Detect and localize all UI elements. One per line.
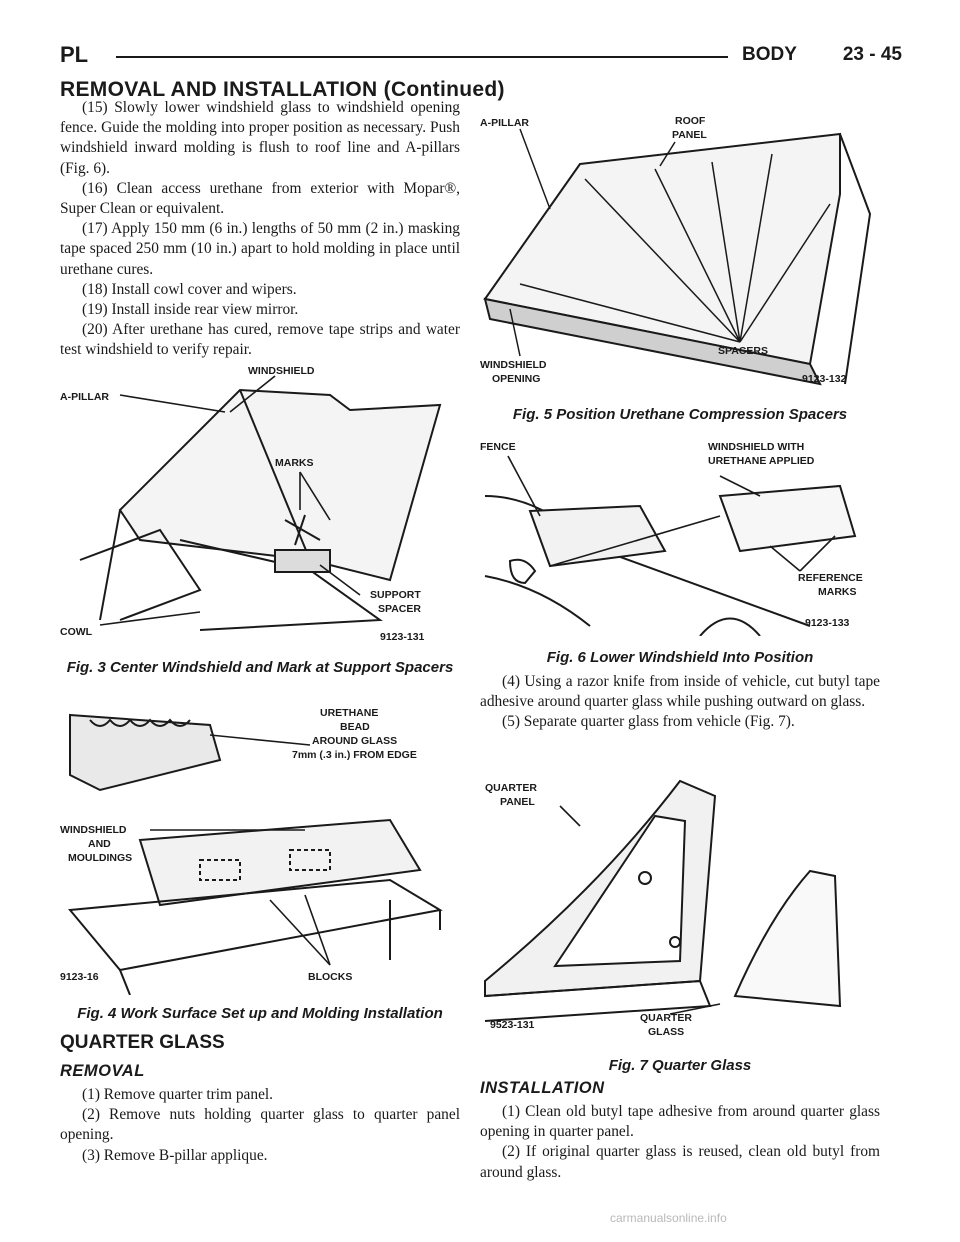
fig4-label-blocks: BLOCKS (308, 971, 353, 983)
figure-7-drawing (480, 766, 880, 1041)
fig6-label-fence: FENCE (480, 441, 516, 453)
fig6-label-urethane-applied: URETHANE APPLIED (708, 455, 815, 467)
fig3-caption: Fig. 3 Center Windshield and Mark at Support Spacers (66, 659, 454, 676)
fig7-label-panel: PANEL (500, 796, 535, 808)
fig3-label-support: SUPPORT (370, 589, 421, 601)
figure-4-drawing (60, 700, 460, 995)
figure-6-drawing (480, 436, 880, 636)
removal-step-2: (2) Remove nuts holding quarter glass to quarter panel opening. (60, 1106, 460, 1144)
fig6-label-windshield-with: WINDSHIELD WITH (708, 441, 805, 453)
fig7-code: 9523-131 (490, 1019, 535, 1031)
header-subtitle: REMOVAL AND INSTALLATION (Continued) (60, 78, 505, 101)
figure-5-drawing (480, 104, 880, 394)
header-rule (116, 56, 728, 58)
removal-step-3: (3) Remove B-pillar applique. (82, 1146, 268, 1164)
right-mid-text (480, 672, 880, 733)
removal-step-4: (4) Using a razor knife from inside of vehicle, cut butyl tape adhesive around quarter glass while pushing outward on glass. (480, 673, 880, 711)
figure-6 (480, 436, 880, 636)
fig5-label-a-pillar: A-PILLAR (480, 117, 529, 129)
fig6-label-marks: MARKS (818, 586, 857, 598)
figure-3 (60, 360, 460, 650)
fig4-label-urethane: URETHANE (320, 707, 379, 719)
install-step-2: (2) If original quarter glass is reused, clean old butyl from around glass. (480, 1143, 880, 1181)
install-step-1: (1) Clean old butyl tape adhesive from around quarter glass opening in quarter panel. (480, 1103, 880, 1141)
watermark: carmanualsonline.info (610, 1211, 727, 1225)
removal-step-1: (1) Remove quarter trim panel. (82, 1086, 274, 1103)
quarter-glass-title: QUARTER GLASS (60, 1032, 225, 1053)
fig3-label-cowl: COWL (60, 626, 93, 638)
left-top-text (60, 98, 460, 361)
fig5-label-windshield: WINDSHIELD (480, 359, 547, 371)
step-17: (17) Apply 150 mm (6 in.) lengths of 50 mm (2 in.) masking tape spaced 250 mm (10 in.) apart to hold molding in place until urethane cures. (60, 220, 460, 278)
removal-title: REMOVAL (60, 1062, 145, 1080)
figure-5 (480, 104, 880, 394)
fig3-label-marks: MARKS (275, 457, 314, 469)
header-brand: PL (60, 42, 89, 67)
fig4-label-and: AND (88, 838, 111, 850)
fig4-label-around-glass: AROUND GLASS (312, 735, 398, 747)
removal-step-5: (5) Separate quarter glass from vehicle (Fig. 7). (502, 713, 795, 731)
fig4-code: 9123-16 (60, 971, 99, 983)
fig4-label-from-edge: 7mm (.3 in.) FROM EDGE (292, 749, 417, 761)
fig4-label-windshield: WINDSHIELD (60, 824, 127, 836)
fig6-caption: Fig. 6 Lower Windshield Into Position (546, 649, 814, 666)
header-section-page (742, 44, 902, 66)
fig7-caption: Fig. 7 Quarter Glass (608, 1057, 752, 1074)
step-20: (20) After urethane has cured, remove tape strips and water test windshield to verify repair. (60, 321, 460, 359)
fig4-caption: Fig. 4 Work Surface Set up and Molding Installation (77, 1005, 443, 1022)
fig5-label-opening: OPENING (492, 373, 541, 385)
fig5-caption: Fig. 5 Position Urethane Compression Spacers (512, 406, 848, 423)
removal-steps (60, 1085, 460, 1166)
fig7-label-quarter: QUARTER (485, 782, 537, 794)
fig5-code: 9123-132 (802, 373, 847, 385)
fig3-label-spacer: SPACER (378, 603, 421, 615)
fig6-code: 9123-133 (805, 617, 850, 629)
figure-4 (60, 700, 460, 995)
step-18: (18) Install cowl cover and wipers. (82, 280, 297, 298)
fig4-label-bead: BEAD (340, 721, 370, 733)
fig7-label-quarter-2: QUARTER (640, 1012, 692, 1024)
installation-steps (480, 1102, 880, 1183)
header-section: BODY (742, 44, 797, 65)
fig5-label-roof: ROOF (675, 115, 706, 127)
fig3-code: 9123-131 (380, 631, 425, 643)
fig5-label-spacers: SPACERS (718, 345, 768, 357)
fig4-label-mouldings: MOULDINGS (68, 852, 133, 864)
header-page-number: 23 - 45 (842, 44, 902, 65)
step-19: (19) Install inside rear view mirror. (82, 301, 299, 319)
installation-title: INSTALLATION (480, 1079, 605, 1097)
step-16: (16) Clean access urethane from exterior with Mopar®, Super Clean or equivalent. (60, 179, 460, 218)
figure-7 (480, 766, 880, 1041)
figure-3-drawing (60, 360, 460, 650)
fig3-label-a-pillar: A-PILLAR (60, 391, 109, 403)
fig3-label-windshield: WINDSHIELD (248, 365, 315, 377)
fig7-label-glass: GLASS (648, 1026, 685, 1038)
fig5-label-panel: PANEL (672, 129, 707, 141)
fig6-label-reference: REFERENCE (798, 572, 863, 584)
step-15: (15) Slowly lower windshield glass to windshield opening fence. Guide the molding into proper position as necessary. Push windshield inward molding is flush to roof line and A-pillars (Fig. 6). (60, 99, 460, 177)
